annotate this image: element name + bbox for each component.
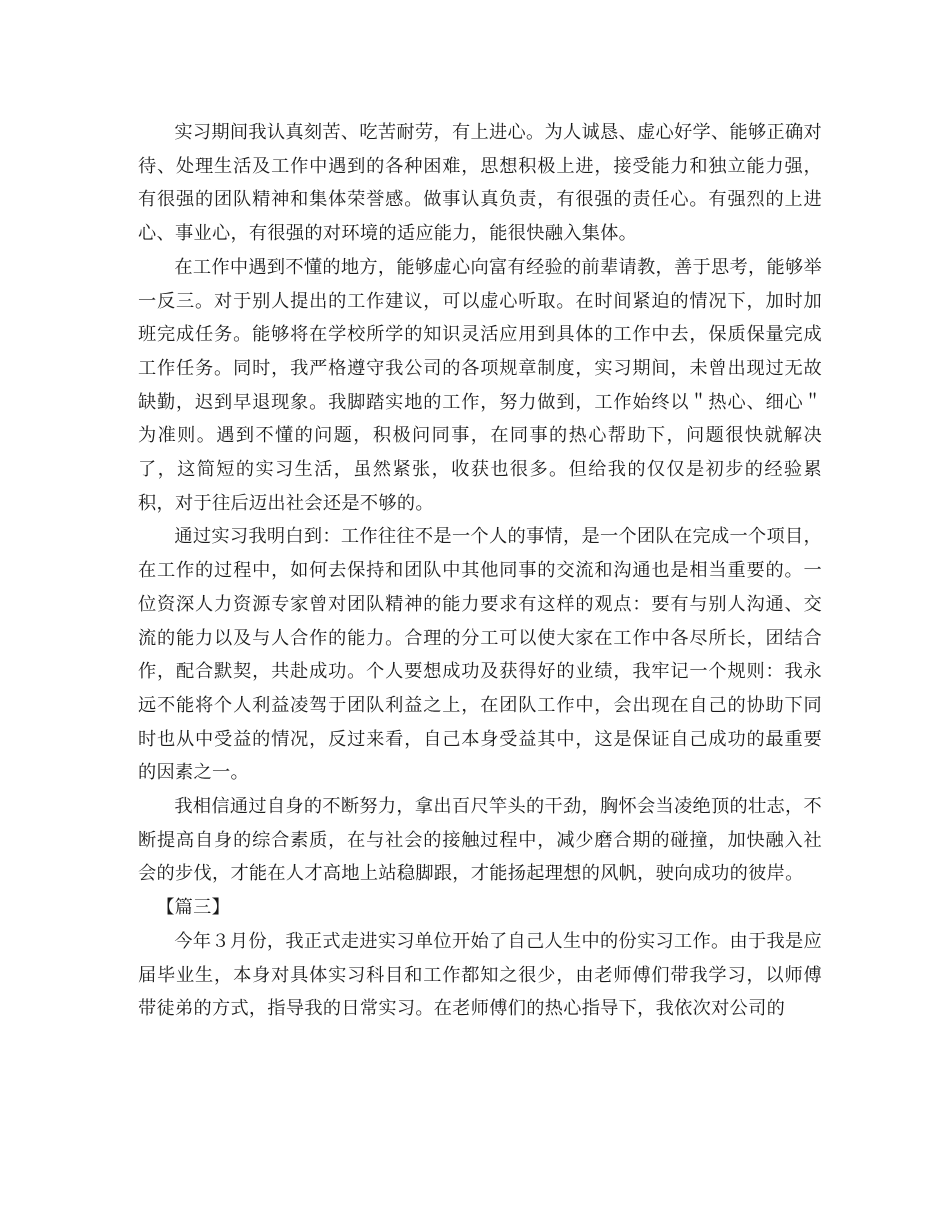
paragraph-1: 实习期间我认真刻苦、吃苦耐劳，有上进心。为人诚恳、虚心好学、能够正确对待、处理生活及工作中遇到的各种困难，思想积极上进，接受能力和独立能力强，有很强的团队精神和集体荣誉感。做事认真负责，有很强的责任心。有强烈的上进心、事业心，有很强的对环境的适应能力，能很快融入集体。 bbox=[138, 122, 822, 245]
paragraph-5: 今年３月份，我正式走进实习单位开始了自己人生中的份实习工作。由于我是应届毕业生，本身对具体实习科目和工作都知之很少，由老师傅们带我学习，以师傅带徒弟的方式，指导我的日常实习。在老师傅们的热心指导下，我依次对公司的 bbox=[138, 930, 822, 1020]
paragraph-4: 我相信通过自身的不断努力，拿出百尺竿头的干劲，胸怀会当凌绝顶的壮志，不断提高自身的综合素质，在与社会的接触过程中，减少磨合期的碰撞，加快融入社会的步伐，才能在人才高地上站稳脚跟，才能扬起理想的风帆，驶向成功的彼岸。 bbox=[138, 796, 822, 885]
paragraph-2: 在工作中遇到不懂的地方，能够虚心向富有经验的前辈请教，善于思考，能够举一反三。对于别人提出的工作建议，可以虚心听取。在时间紧迫的情况下，加时加班完成任务。能够将在学校所学的知识灵活应用到具体的工作中去，保质保量完成工作任务。同时，我严格遵守我公司的各项规章制度，实习期间，未曾出现过无故缺勤，迟到早退现象。我脚踏实地的工作，努力做到，工作始终以＂热心、细心＂为准则。遇到不懂的问题，积极问同事，在同事的热心帮助下，问题很快就解决了，这简短的实习生活，虽然紧张，收获也很多。但给我的仅仅是初步的经验累积，对于往后迈出社会还是不够的。 bbox=[138, 256, 822, 514]
document-body bbox=[138, 116, 822, 1026]
section-heading: 【篇三】 bbox=[156, 897, 231, 919]
paragraph-3: 通过实习我明白到：工作往往不是一个人的事情，是一个团队在完成一个项目，在工作的过程中，如何去保持和团队中其他同事的交流和沟通也是相当重要的。一位资深人力资源专家曾对团队精神的能力要求有这样的观点：要有与别人沟通、交流的能力以及与人合作的能力。合理的分工可以使大家在工作中各尽所长，团结合作，配合默契，共赴成功。个人要想成功及获得好的业绩，我牢记一个规则：我永远不能将个人利益凌驾于团队利益之上，在团队工作中，会出现在自己的协助下同时也从中受益的情况，反过来看，自己本身受益其中，这是保证自己成功的最重要的因素之一。 bbox=[138, 526, 822, 784]
